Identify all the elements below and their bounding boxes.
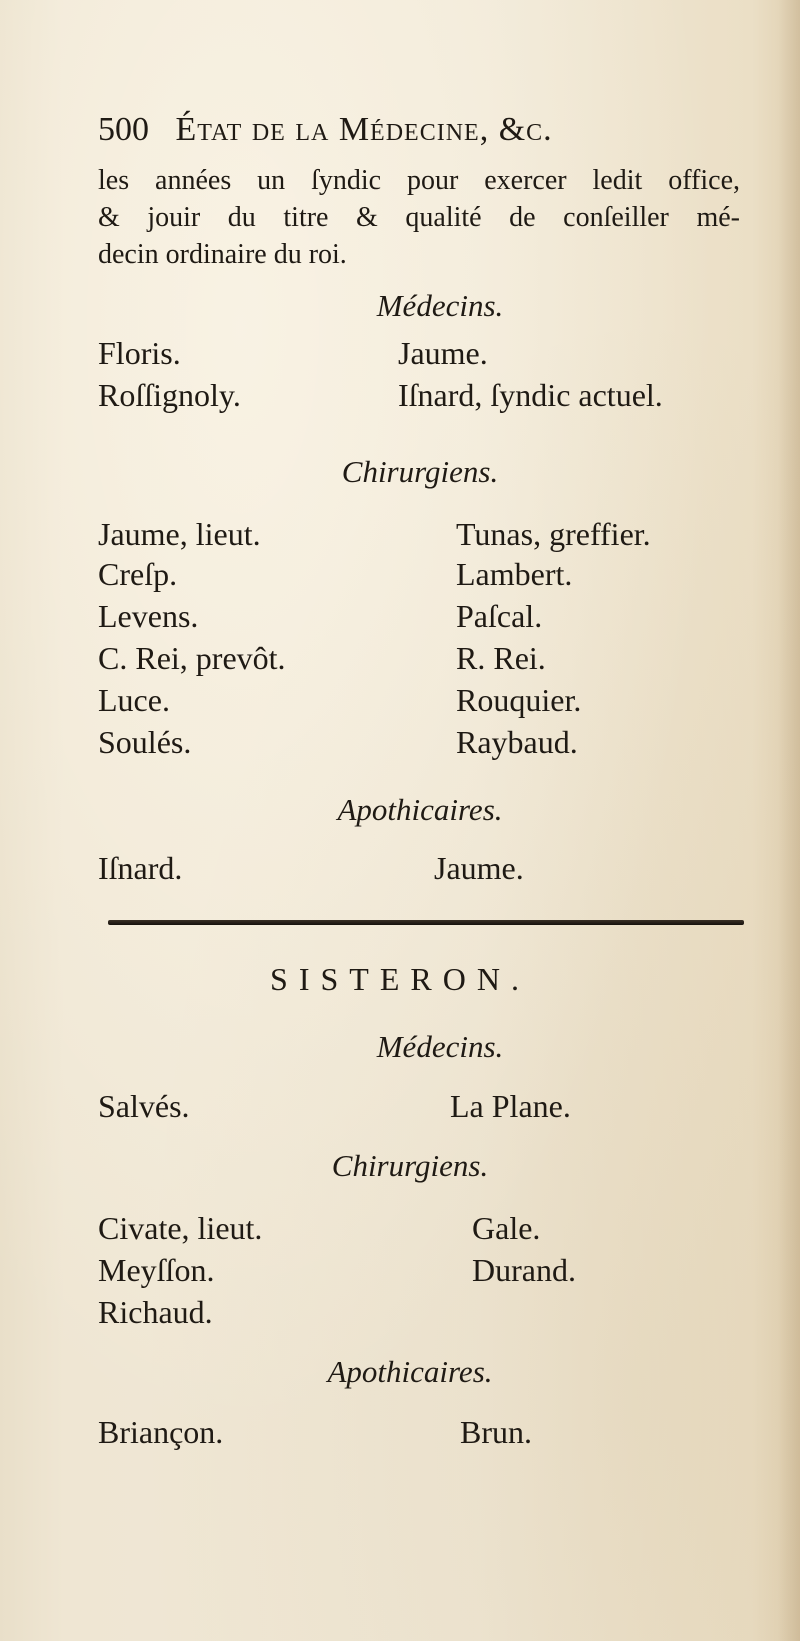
- list-row: [98, 1086, 758, 1126]
- name-right: R. Rei.: [456, 640, 546, 676]
- name-right: Jaume.: [398, 335, 488, 371]
- intro-line: & jouir du titre & qualité de conſeiller mé-: [98, 202, 740, 233]
- list-row: [98, 596, 758, 636]
- name-right: Paſcal.: [456, 598, 543, 634]
- list-row: [98, 375, 758, 415]
- name-right: Jaume.: [434, 850, 524, 886]
- heading-apothicaires: Apothicaires.: [327, 1354, 493, 1389]
- intro-paragraph: [98, 162, 740, 273]
- name-right: Rouquier.: [456, 682, 582, 718]
- heading-medecins: Médecins.: [376, 288, 504, 323]
- name-right: Brun.: [460, 1414, 532, 1450]
- intro-line: decin ordinaire du roi.: [98, 239, 347, 270]
- list-row: [98, 1412, 758, 1452]
- heading-chirurgiens: Chirurgiens.: [331, 1148, 489, 1183]
- name-right: Gale.: [472, 1210, 541, 1246]
- list-row: [98, 514, 758, 554]
- name-left: Meyſſon.: [98, 1252, 215, 1288]
- list-row: [98, 848, 758, 888]
- name-right: Tunas, greffier.: [456, 516, 651, 552]
- name-left: Iſnard.: [98, 850, 183, 886]
- name-right: Raybaud.: [456, 724, 578, 760]
- name-left: Briançon.: [98, 1414, 224, 1450]
- name-right: La Plane.: [450, 1088, 571, 1124]
- name-left: Levens.: [98, 598, 199, 634]
- list-row: [98, 1250, 758, 1290]
- heading-apothicaires: Apothicaires.: [337, 792, 503, 827]
- name-right: Iſnard, ſyndic actuel.: [398, 377, 663, 413]
- intro-line: les années un ſyndic pour exercer ledit office,: [98, 165, 740, 196]
- name-right: Lambert.: [456, 556, 573, 592]
- heading-medecins: Médecins.: [376, 1029, 504, 1064]
- name-left: Salvés.: [98, 1088, 190, 1124]
- section-divider: [108, 920, 744, 925]
- list-row: [98, 1208, 758, 1248]
- list-row: [98, 722, 758, 762]
- list-row: [98, 554, 758, 594]
- page-number: 500: [98, 111, 149, 148]
- list-row: [98, 638, 758, 678]
- list-row: [98, 333, 758, 373]
- name-left: Roſſignoly.: [98, 377, 241, 413]
- running-title: État de la Médecine, &c.: [175, 111, 553, 148]
- name-left: Civate, lieut.: [98, 1210, 263, 1246]
- list-row: [98, 680, 758, 720]
- running-header: [98, 106, 738, 154]
- heading-chirurgiens: Chirurgiens.: [341, 454, 499, 489]
- name-left: Luce.: [98, 682, 170, 718]
- name-left: Richaud.: [98, 1294, 213, 1330]
- name-left: Creſp.: [98, 556, 178, 592]
- name-left: C. Rei, prevôt.: [98, 640, 286, 676]
- city-title: SISTERON.: [270, 961, 530, 997]
- name-left: Jaume, lieut.: [98, 516, 261, 552]
- list-row: [98, 1292, 758, 1332]
- name-left: Soulés.: [98, 724, 192, 760]
- name-left: Floris.: [98, 335, 181, 371]
- name-right: Durand.: [472, 1252, 576, 1288]
